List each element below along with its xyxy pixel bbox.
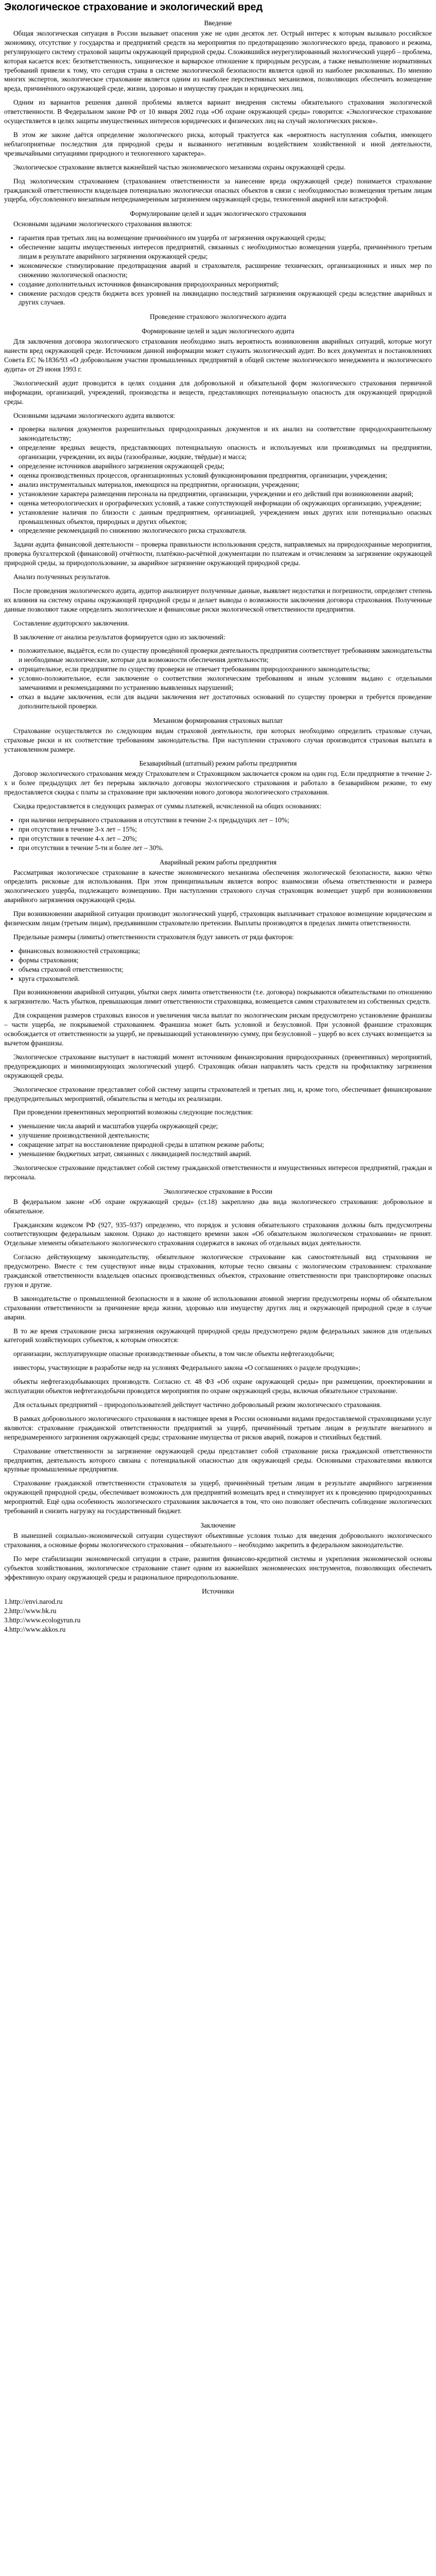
paragraph: При возникновении аварийной ситуации, убытки сверх лимита ответственности (т.е. договора) покрываются обязательствами по отношению к загрязнителю. Часть убытков, превышающая лимит ответственности страховщика, возмещается самим страхователем из собственных средств. — [4, 988, 432, 1006]
source-link[interactable]: 3.http://www.ecologyrun.ru — [4, 1616, 81, 1624]
section-heading: Формулирование целей и задач экологического страхования — [130, 210, 306, 218]
paragraph: Экологическое страхование является важнейшей частью экономического механизма охраны окружающей среды. — [13, 163, 346, 171]
list-item: • сокращение затрат на восстановление природной среды в штатном режиме работы; — [19, 1140, 432, 1149]
paragraph: Составление аудиторского заключения. — [13, 619, 129, 627]
paragraph: организации, эксплуатирующие опасные производственные объекты, в том числе объекты нефтегазодобычи; — [13, 1350, 335, 1358]
list-item: • уменьшение числа аварий и масштабов ущерба окружающей среде; — [19, 1122, 432, 1131]
paragraph: Экологическое страхование представляет собой систему защиты страхователей и третьих лиц, и, кроме того, обеспечивает финансирование предупредительных мероприятий, обязательства и методы их реализации. — [4, 1085, 432, 1103]
bullet-list — [4, 425, 432, 535]
list-item: • формы страхования; — [19, 956, 432, 965]
paragraph: Под экологическим страхованием (страхованием ответственности за нанесение вреда окружающей среде) понимается страхование гражданской ответственности владельцев потенциально экологически опасных объектов в связи с необходимостью возмещения третьим лицам ущерба, обусловленного внезапным непреднамеренным загрязнением окружающей среды, техногенной аварией или катастрофой. — [4, 177, 432, 204]
paragraph: Предельные размеры (лимиты) ответственности страхователя будут зависеть от ряда факторов: — [13, 933, 294, 941]
paragraph: Основными задачами экологического страхования являются: — [13, 220, 193, 228]
paragraph: Основными задачами экологического аудита являются: — [13, 411, 176, 419]
list-item: • при отсутствии в течение 3-х лет – 15%; — [19, 825, 432, 834]
list-item: • гарантия прав третьих лиц на возмещение причинённого им ущерба от загрязнения окружающей среды; — [19, 233, 432, 243]
paragraph: Задачи аудита финансовой деятельности – проверка правильности использования средств, направляемых на природоохранные мероприятия, проверка бухгалтерской (финансовой) отчётности, платёжно-расчётной документации по платежам и отчислениям за загрязнение окружающей природной среды, за природопользование, за аварийное загрязнение окружающей природной среды. — [4, 540, 432, 567]
paragraph: Согласно действующему законодательству, обязательное экологическое страхование как самостоятельный вид страхования не предусмотрено. Вместе с тем существуют иные виды страхования, которые тесно связаны с экологическим страхованием: страхование гражданской ответственности владельцев опасных производственных объектов, страхование ответственности при транспортировке опасных грузов и другие. — [4, 1253, 432, 1289]
section-heading: Проведение страхового экологического аудита — [150, 313, 286, 321]
paragraph: Одним из вариантов решения данной проблемы является вариант внедрения системы обязательного страхования экологической ответственности. В Федеральном законе РФ от 10 января 2002 года «Об охране окружающей среды» говорится: «Экологическое страхование осуществляется в целях защиты имущественных интересов юридических и физических лиц на случай экологических рисков». — [4, 98, 432, 125]
list-item: • экономическое стимулирование предотвращения аварий и страхователя, расширение технических, организационных и иных мер по снижению экологической опасности; — [19, 261, 432, 280]
list-item: • создание дополнительных источников финансирования природоохранных мероприятий; — [19, 280, 432, 289]
list-item: • установление характера размещения персонала на предприятии, организации, учреждении и его действий при возникновении аварий; — [19, 489, 432, 499]
paragraph: Страхование гражданской ответственности страхователя за ущерб, причинённый третьим лицам в результате аварийного загрязнения окружающей природной среды, обеспечивает возможность для предприятий возмещать вред и стимулирует их к проведению природоохранных мероприятий. Ещё одна особенность экологического страхования заключается в том, что оно позволяет обеспечить соблюдение экологических требований и снизить нагрузку на государственный бюджет. — [4, 1479, 432, 1515]
list-item: • круга страхователей. — [19, 974, 432, 984]
list-item: • условно-положительное, если заключение о соответствии экологическим требованиям и иным условиям выдано с отдельными замечаниями и рекомендациями по устранению выявленных нарушений; — [19, 674, 432, 692]
paragraph: В нынешней социально-экономической ситуации существуют объективные условия только для введения добровольного экологического страхования, а основные формы экологического страхования – обязательного – необходимо закрепить в федеральном законодательстве. — [4, 1531, 432, 1549]
list-item: • при отсутствии в течение 5-ти и более лет – 30%. — [19, 843, 432, 853]
source-link[interactable]: 1.http://envi.narod.ru — [4, 1598, 63, 1606]
bullet-list — [4, 816, 432, 853]
list-item: • уменьшение бюджетных затрат, связанных с ликвидацией последствий аварий. — [19, 1149, 432, 1159]
list-item: • отказ в выдаче заключения, если для выдачи заключения нет достаточных оснований по существу проверки и требуется проведение дополнительной проверки. — [19, 692, 432, 711]
paragraph: При проведении превентивных мероприятий возможны следующие последствия: — [13, 1108, 253, 1116]
list-item: • положительное, выдаётся, если по существу проведённой проверки деятельность предприятия соответствует требованиям законодательства и необходимые экологические, которые для возможности обеспечения деятельности; — [19, 646, 432, 665]
list-item: • анализ инструментальных материалов, имеющихся на предприятии, организации, учреждении; — [19, 480, 432, 489]
list-item: • при наличии непрерывного страхования и отсутствии в течение 2-х предыдущих лет – 10%; — [19, 816, 432, 825]
paragraph: После проведения экологического аудита, аудитор анализирует полученные данные, выявляет недостатки и погрешности, определяет степень их влияния на систему охраны окружающей природной среды и делает выводы о возможности заключения договора страхования. Полученные данные позволяют также определить экологические и финансовые риски экологической ответственности предприятия. — [4, 586, 432, 613]
bullet-list — [4, 946, 432, 984]
section-heading: Введение — [204, 19, 232, 27]
list-item: • проверка наличия документов разрешительных природоохранных документов и их анализ на соответствие природоохранительному законодательству; — [19, 425, 432, 443]
paragraph: Рассматривая экологическое страхование в качестве экономического механизма обеспечения экологической безопасности, важно чётко определить рисковые для использования. При этом принципиальным является вопрос взаимосвязи объема ответственности и размера экологического ущерба, подлежащего возмещению. При наступлении страхового случая страховщик возмещает ущерб при возникновении аварийного загрязнения окружающей среды. — [4, 868, 432, 904]
list-item: • определение вредных веществ, представляющих потенциальную опасность и используемых или производимых на предприятии, организации, учреждении, их виды (газообразные, жидкие, твёрдые) и масса; — [19, 443, 432, 462]
list-item: • определение источников аварийного загрязнения окружающей среды; — [19, 462, 432, 471]
paragraph: Для заключения договора экологического страхования необходимо знать вероятность возникновения аварийных ситуаций, которые могут нанести вред окружающей среде. Источником данной информации может служить экологический аудит. Во всех документах и постановлениях Совета ЕС №1836/93 «О добровольном участии промышленных предприятий в общей системе экологического менеджмента и экологического аудита» от 29 июня 1993 г. — [4, 337, 432, 373]
paragraph: Страхование осуществляется по следующим видам страховой деятельности, при которых необходимо определить страховые случаи, страховые риски и их соответствие требованиям законодательства. При наступлении страхового случая производится страховая выплата в установленном размере. — [4, 726, 432, 753]
paragraph: В федеральном законе «Об охране окружающей среды» (ст.18) закреплено два вида экологического страхования: добровольное и обязательное. — [4, 1197, 432, 1215]
section-heading: Аварийный режим работы предприятия — [159, 858, 277, 866]
list-item: • финансовых возможностей страховщика; — [19, 946, 432, 956]
bullet-list — [4, 1122, 432, 1159]
paragraph: В заключение от анализа результатов формируется одно из заключений: — [13, 633, 225, 641]
bullet-list — [4, 233, 432, 307]
section-heading: Заключение — [200, 1521, 236, 1529]
paragraph: В то же время страхование риска загрязнения окружающей природной среды предусмотрено рядом федеральных законов для отдельных категорий хозяйствующих субъектов, к которым относятся: — [4, 1327, 432, 1344]
paragraph: Гражданским кодексом РФ (927, 935–937) определено, что порядок и условия обязательного страхования должны быть предусмотрены соответствующим федеральным законом. Однако до настоящего времени закон «Об обязательном экологическом страховании» не принят. Отдельные элементы обязательного экологического страхования содержатся в законах об отдельных видах деятельности. — [4, 1221, 432, 1247]
section-heading: Механизм формирования страховых выплат — [153, 716, 283, 724]
paragraph: В рамках добровольного экологического страхования в настоящее время в России основными видами предоставляемой страховщиками услуг являются: страхование гражданской ответственности предприятий за ущерб, причинённый третьим лицам в результате внезапного и непреднамеренного загрязнения окружающей среды; страхование имущества от рисков аварий, пожаров и стихийных бедствий. — [4, 1414, 432, 1441]
document-body — [4, 19, 432, 1634]
paragraph: Страхование ответственности за загрязнение окружающей среды представляет собой страхование риска гражданской ответственности предприятия, деятельность которого связана с потенциальной опасностью для окружающей среды. Основными страхователями являются крупные промышленные предприятия. — [4, 1447, 432, 1473]
list-item: • снижение расходов средств бюджета всех уровней на ликвидацию последствий загрязнения окружающей среды вследствие аварийных и других случаев. — [19, 289, 432, 308]
source-link[interactable]: 2.http://www.bk.ru — [4, 1607, 57, 1615]
paragraph: Анализ полученных результатов. — [13, 573, 111, 581]
paragraph: Экологическое страхование представляет собой систему гражданской ответственности и имущественных интересов предприятий, граждан и персонала. — [4, 1163, 432, 1181]
paragraph: Для сокращения размеров страховых взносов и увеличения числа выплат по экологическим рискам предусмотрено установление франшизы – части ущерба, не покрываемой страхованием. Франшиза может быть условной и безусловной. При условной франшизе страховщик освобождается от ответственности за ущерб, не превышающий установленную сумму, при безусловной – ущерб во всех случаях возмещается за вычетом франшизы. — [4, 1011, 432, 1047]
paragraph: Общая экологическая ситуация в России вызывает опасения уже не один десяток лет. Острый интерес к которым вызывало российское экономику, отсутствие у государства и предприятий средств на мероприятия по предотвращению экологического вреда, правового и режима, регулирующего систему страховой защиты окружающей природной среды. Сложившийся неурегулированный экологический ущерб – проблема, которая касается всех: безответственность, хищническое и варварское отношение к природным ресурсам, а также невыполнение нормативных требований привели к тому, что сегодня страна в системе экологической безопасности является одной из наиболее рискованных. По мнению многих экспертов, экологическое страхование является одним из наиболее перспективных механизмов, позволяющих обеспечить возмещение вреда, причинённого окружающей среде, жизни, здоровью и имуществу граждан и юридических лиц. — [4, 29, 432, 93]
section-heading: Источники — [202, 1587, 234, 1596]
section-heading: Безаварийный (штатный) режим работы предприятия — [139, 759, 297, 768]
paragraph: Договор экологического страхования между Страхователем и Страховщиком заключается сроком на один год. Если предприятие в течение 2-х и более предыдущих лет без перерыва заключало договоры экологического страхования и работало в безаварийном режиме, то ему предоставляется скидка с платы за страхование при заключении нового договора экологического страхования. — [4, 770, 432, 796]
paragraph: В законодательстве о промышленной безопасности и в законе об использовании атомной энергии предусмотрены нормы об обязательном страховании ответственности за причинение вреда жизни, здоровью или имуществу других лиц и окружающей природной среде в случае аварии. — [4, 1294, 432, 1321]
paragraph: Экологическое страхование выступает в настоящий момент источником финансирования природоохранных (превентивных) мероприятий, предупреждающих и минимизирующих экологический ущерб. Страховщик обязан направлять часть средств на профилактику загрязнения окружающей среды. — [4, 1053, 432, 1079]
list-item: • оценка производственных процессов, организационных условий функционирования предприятия, организации, учреждения; — [19, 471, 432, 480]
list-item: • установление наличия по близости с данным предприятием, организацией, учреждением иных других или потенциально опасных промышленных объектов, природных и других объектов; — [19, 508, 432, 527]
list-item: • оценка метеорологических и орографических условий, а также сопутствующей информации об окружающих организацию, учреждение; — [19, 499, 432, 508]
paragraph: По мере стабилизации экономической ситуации в стране, развития финансово-кредитной системы и укрепления экономической основы субъектов хозяйствования, экологическое страхование станет одним из важнейших экономических инструментов, позволяющих обеспечить эффективную охрану окружающей среды и рациональное природопользование. — [4, 1554, 432, 1581]
bullet-list — [4, 646, 432, 710]
paragraph: При возникновении аварийной ситуации производит экологический ущерб, страховщик выплачивает страховое возмещение юридическим и физическим лицам (третьим лицам), предъявившим страхователю претензии. Выплаты производятся в пределах лимита ответственности. — [4, 910, 432, 927]
section-heading: Экологическое страхование в России — [163, 1187, 273, 1195]
paragraph: Скидка предоставляется в следующих размерах от суммы платежей, исчисленной на общих основаниях: — [13, 802, 322, 810]
sources-list — [4, 1597, 432, 1634]
document-title: Экологическое страхование и экологический вред — [4, 2, 263, 13]
source-link[interactable]: 4.http://www.akkos.ru — [4, 1625, 66, 1634]
list-item: • отрицательное, если предприятие по существу проверки не отвечает требованиям природоохранного законодательства; — [19, 665, 432, 674]
section-heading: Формирование целей и задач экологического аудита — [142, 327, 294, 335]
paragraph: В этом же законе даётся определение экологического риска, который трактуется как «вероятность наступления события, имеющего неблагоприятные последствия для природной среды и вызванного негативным воздействием хозяйственной и иной деятельности, чрезвычайными ситуациями природного и техногенного характера». — [4, 130, 432, 157]
list-item: • улучшение производственной деятельности; — [19, 1131, 432, 1140]
list-item: • определение рекомендаций по снижению экологического риска страхователя. — [19, 526, 432, 535]
paragraph: Экологический аудит проводится в целях создания для добровольной и обязательной форм экологического страхования первичной информации, организаций, учреждений, производства и веществ, представляющих потенциальную опасность для окружающей природной среды. — [4, 379, 432, 405]
list-item: • при отсутствии в течение 4-х лет – 20%; — [19, 834, 432, 843]
paragraph: инвесторы, участвующие в разработке недр на условиях Федерального закона «О соглашениях о разделе продукции»; — [13, 1364, 360, 1372]
list-item: • обеспечение защиты имущественных интересов предприятий, связанных с необходимостью возмещения ущерба, причинённого третьим лицам в результате аварийного загрязнения окружающей среды; — [19, 243, 432, 261]
paragraph: объекты нефтегазодобывающих производств. Согласно ст. 48 ФЗ «Об охране окружающей среды» при размещении, проектировании и эксплуатации объектов нефтегазодобычи проводятся мероприятия по охране окружающей среды, включая обязательное страхование. — [4, 1378, 432, 1395]
list-item: • объема страховой ответственности; — [19, 965, 432, 974]
paragraph: Для остальных предприятий – природопользователей действует частично добровольный режим экологического страхования. — [13, 1401, 382, 1409]
